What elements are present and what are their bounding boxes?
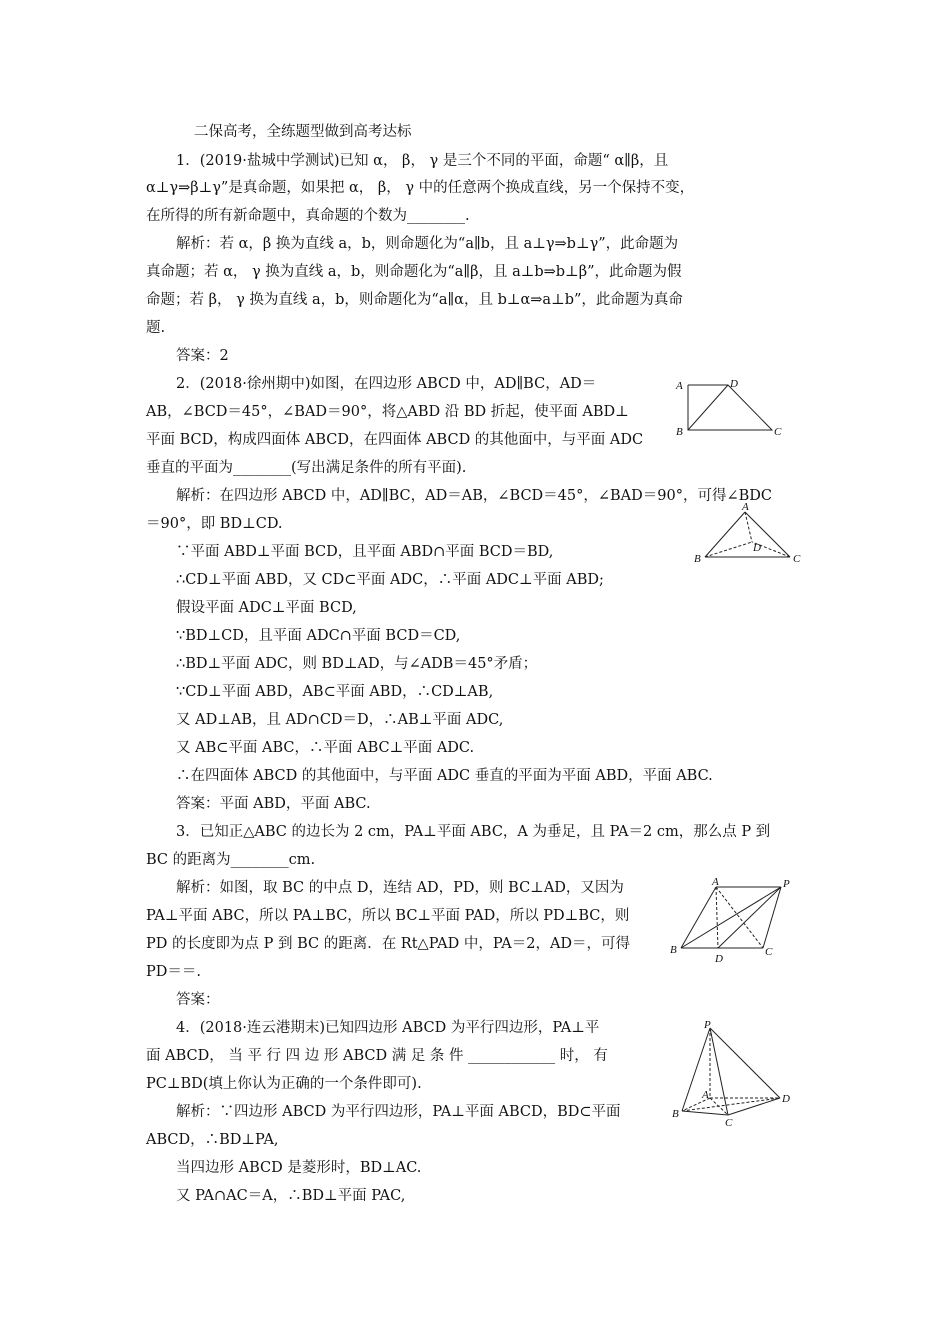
quadrilateral-outline bbox=[688, 385, 772, 430]
label-d: D bbox=[782, 1093, 790, 1105]
edge-bc bbox=[682, 1111, 728, 1115]
label-a: A bbox=[742, 501, 749, 513]
q2-step-3: 假设平面 ADC⊥平面 BCD, bbox=[176, 600, 357, 616]
figure-pyramid bbox=[670, 1018, 800, 1130]
label-d: D bbox=[730, 378, 738, 390]
q2-line-3: 平面 BCD，构成四面体 ABCD，在四面体 ABCD 的其他面中，与平面 ADC bbox=[146, 432, 644, 448]
edge-ad bbox=[716, 887, 718, 948]
label-c: C bbox=[793, 553, 801, 565]
q2-line-1: 2．(2018·徐州期中)如图，在四边形 ABCD 中，AD∥BC，AD＝ bbox=[176, 376, 597, 392]
q1-line-1: 1．(2019·盐城中学测试)已知 α， β， γ 是三个不同的平面，命题“ α∥β，且 bbox=[176, 153, 669, 169]
q1-line-2: α⊥γ⇒β⊥γ”是真命题，如果把 α， β， γ 中的任意两个换成直线，另一个保持不变， bbox=[146, 180, 695, 196]
figure-tetrahedron bbox=[690, 500, 810, 570]
label-c: C bbox=[765, 946, 773, 958]
q3-solution-line-1: 解析：如图，取 BC 的中点 D，连结 AD，PD，则 BC⊥AD，又因为 bbox=[176, 880, 624, 896]
q4-line-2: 面 ABCD， 当 平 行 四 边 形 ABCD 满 足 条 件 ____________ 时， 有 bbox=[146, 1048, 608, 1064]
label-d: D bbox=[715, 953, 723, 965]
q1-solution-line-2: 真命题；若 α， γ 换为直线 a，b，则命题化为“a∥β，且 a⊥b⇒b⊥β”，此命题为假 bbox=[146, 264, 682, 280]
q1-solution-line-4: 题. bbox=[146, 320, 166, 336]
label-p: P bbox=[704, 1019, 711, 1031]
q1-line-3: 在所得的所有新命题中，真命题的个数为________. bbox=[146, 208, 470, 224]
label-b: B bbox=[694, 553, 701, 565]
figure-quadrilateral bbox=[670, 375, 800, 440]
diagonal-bd bbox=[688, 385, 728, 430]
q3-solution-line-2: PA⊥平面 ABC，所以 PA⊥BC，所以 BC⊥平面 PAD，所以 PD⊥BC，则 bbox=[146, 908, 630, 924]
label-a: A bbox=[712, 876, 719, 888]
q4-solution-line-1: 解析：∵四边形 ABCD 为平行四边形，PA⊥平面 ABCD，BD⊂平面 bbox=[176, 1104, 621, 1120]
edge-ab bbox=[681, 887, 716, 948]
label-a: A bbox=[676, 380, 683, 392]
q3-line-1: 3．已知正△ABC 的边长为 2 cm，PA⊥平面 ABC，A 为垂足，且 PA＝2 cm，那么点 P 到 bbox=[176, 824, 771, 840]
q3-answer: 答案： bbox=[176, 992, 220, 1008]
q4-solution-line-3: 当四边形 ABCD 是菱形时，BD⊥AC. bbox=[176, 1160, 422, 1176]
q4-line-3: PC⊥BD(填上你认为正确的一个条件即可). bbox=[146, 1076, 422, 1092]
label-c: C bbox=[725, 1117, 733, 1129]
q2-step-5: ∴BD⊥平面 ADC，则 BD⊥AD，与∠ADB＝45°矛盾； bbox=[176, 656, 538, 672]
q2-answer: 答案：平面 ABD，平面 ABC. bbox=[176, 796, 371, 812]
figure-point-distance bbox=[668, 875, 798, 970]
q2-step-4: ∵BD⊥CD，且平面 ADC∩平面 BCD＝CD, bbox=[176, 628, 461, 644]
edge-pc bbox=[710, 1028, 728, 1115]
label-d: D bbox=[753, 542, 761, 554]
label-b: B bbox=[676, 426, 683, 438]
q4-line-1: 4．(2018·连云港期末)已知四边形 ABCD 为平行四边形，PA⊥平 bbox=[176, 1020, 600, 1036]
q3-solution-line-3: PD 的长度即为点 P 到 BC 的距离．在 Rt△PAD 中，PA＝2，AD＝，可得 bbox=[146, 936, 631, 952]
q1-solution-line-3: 命题；若 β， γ 换为直线 a，b，则命题化为“a∥α，且 b⊥α⇒a⊥b”，此命题为真命 bbox=[146, 292, 683, 308]
label-p: P bbox=[783, 878, 790, 890]
q1-answer: 答案：2 bbox=[176, 348, 229, 364]
q2-step-2: ∴CD⊥平面 ABD，又 CD⊂平面 ADC，∴平面 ADC⊥平面 ABD; bbox=[176, 572, 604, 588]
q3-solution-line-4: PD＝＝. bbox=[146, 964, 201, 980]
edge-ac bbox=[745, 512, 790, 557]
q4-solution-line-2: ABCD，∴BD⊥PA, bbox=[146, 1132, 279, 1148]
edge-ad bbox=[745, 512, 752, 542]
q2-step-9: ∴在四面体 ABCD 的其他面中，与平面 ADC 垂直的平面为平面 ABD，平面 ABC. bbox=[176, 768, 713, 784]
section-title: 二保高考，全练题型做到高考达标 bbox=[194, 124, 412, 140]
q2-step-1: ∵平面 ABD⊥平面 BCD，且平面 ABD∩平面 BCD＝BD, bbox=[176, 544, 554, 560]
q4-solution-line-4: 又 PA∩AC＝A，∴BD⊥平面 PAC, bbox=[176, 1188, 406, 1204]
q2-step-7: 又 AD⊥AB，且 AD∩CD＝D，∴AB⊥平面 ADC, bbox=[176, 712, 504, 728]
q2-step-6: ∵CD⊥平面 ABD，AB⊂平面 ABD，∴CD⊥AB, bbox=[176, 684, 494, 700]
q2-solution-intro-2: ＝90°，即 BD⊥CD. bbox=[146, 516, 283, 532]
label-b: B bbox=[670, 944, 677, 956]
q3-line-2: BC 的距离为________cm. bbox=[146, 852, 316, 868]
edge-cd bbox=[728, 1098, 780, 1115]
q2-line-2: AB，∠BCD＝45°，∠BAD＝90°，将△ABD 沿 BD 折起，使平面 ABD⊥ bbox=[146, 404, 629, 420]
label-a: A bbox=[702, 1089, 709, 1101]
q2-step-8: 又 AB⊂平面 ABC，∴平面 ABC⊥平面 ADC. bbox=[176, 740, 475, 756]
q2-line-4: 垂直的平面为________(写出满足条件的所有平面). bbox=[146, 460, 467, 476]
edge-bd bbox=[682, 1098, 780, 1111]
q1-solution-line-1: 解析：若 α，β 换为直线 a，b，则命题化为“a∥b，且 a⊥γ⇒b⊥γ”，此命题为 bbox=[176, 236, 679, 252]
label-b: B bbox=[672, 1108, 679, 1120]
edge-pd bbox=[710, 1028, 780, 1098]
edge-ac bbox=[716, 887, 763, 948]
label-c: C bbox=[774, 426, 782, 438]
q2-solution-intro-1: 解析：在四边形 ABCD 中，AD∥BC，AD＝AB，∠BCD＝45°，∠BAD＝90°，可得∠BDC bbox=[176, 488, 772, 504]
